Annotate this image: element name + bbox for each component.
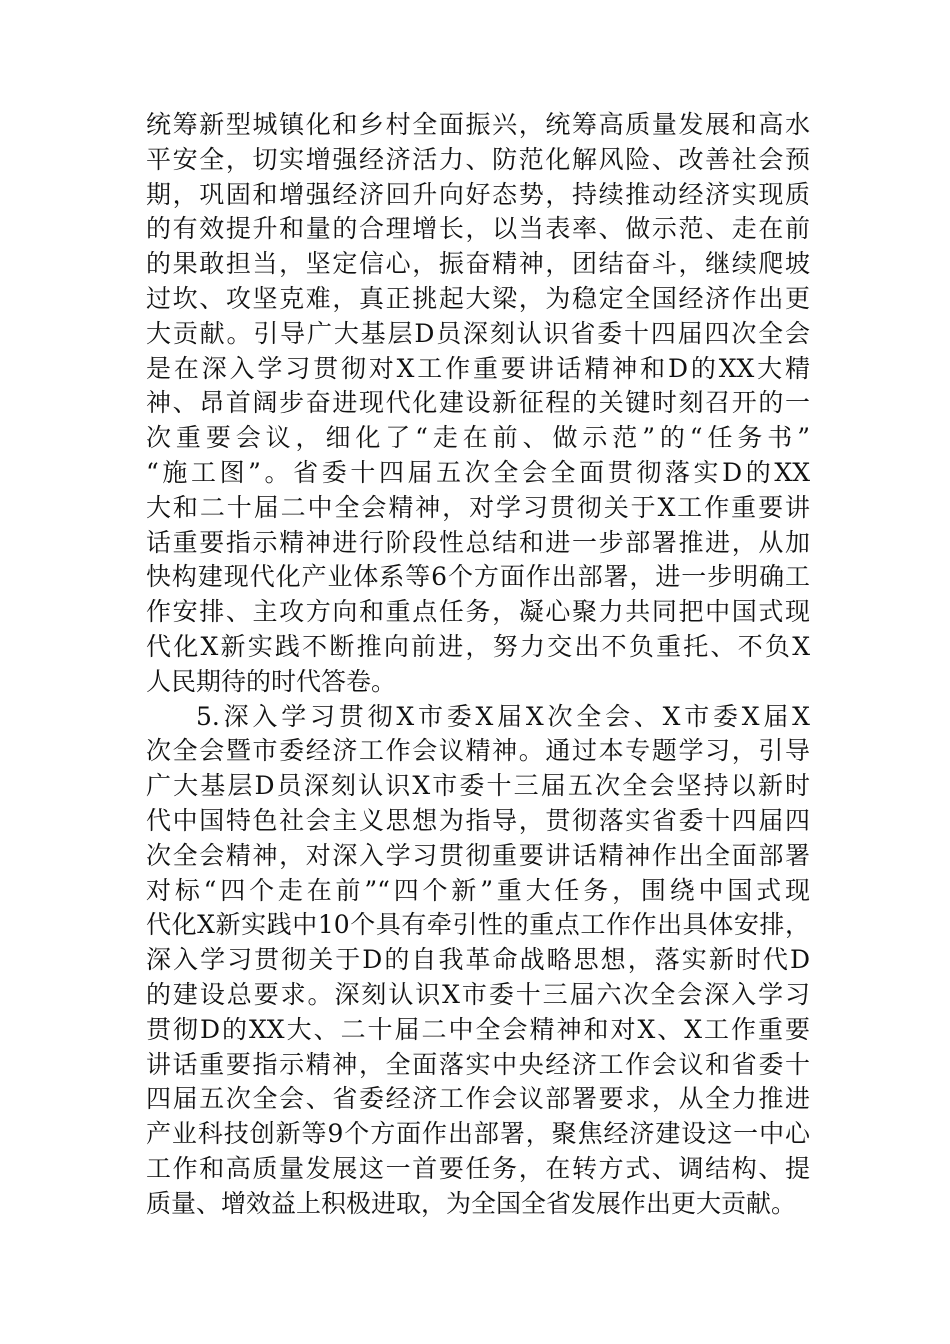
text-line: 神、昂首阔步奋进现代化建设新征程的关键时刻召开的一 <box>146 388 810 418</box>
text-line: 统筹新型城镇化和乡村全面振兴，统筹高质量发展和高水 <box>146 110 810 139</box>
text-line: 工作和高质量发展这一首要任务，在转方式、调结构、提 <box>146 1153 810 1183</box>
text-line: 的果敢担当，坚定信心，振奋精神，团结奋斗，继续爬坡 <box>146 249 810 279</box>
text-line: 四届五次全会、省委经济工作会议部署要求，从全力推进 <box>146 1084 810 1114</box>
paragraph-2 <box>146 700 810 1222</box>
text-line: 作安排、主攻方向和重点任务，凝心聚力共同把中国式现 <box>146 597 810 627</box>
body-text <box>146 108 810 1222</box>
text-line: 质量、增效益上积极进取，为全国全省发展作出更大贡献。 <box>146 1188 797 1218</box>
paragraph-1 <box>146 108 810 700</box>
text-line: 的建设总要求。深刻认识X市委十三届六次全会深入学习 <box>146 979 810 1009</box>
text-line: 过坎、攻坚克难，真正挑起大梁，为稳定全国经济作出更 <box>146 283 810 313</box>
text-line: 代中国特色社会主义思想为指导，贯彻落实省委十四届四 <box>146 805 810 835</box>
text-line: 话重要指示精神进行阶段性总结和进一步部署推进，从加 <box>146 527 810 557</box>
text-line: 次全会暨市委经济工作会议精神。通过本专题学习，引导 <box>146 736 810 766</box>
text-line: 对标“四个走在前”“四个新”重大任务，围绕中国式现 <box>146 875 810 905</box>
text-line: 的有效提升和量的合理增长，以当表率、做示范、走在前 <box>146 214 810 244</box>
text-line: 代化X新实践中10个具有牵引性的重点工作作出具体安排， <box>146 910 810 940</box>
text-line: 深入学习贯彻关于D的自我革命战略思想，落实新时代D <box>146 945 810 975</box>
text-line: 产业科技创新等9个方面作出部署，聚焦经济建设这一中心 <box>146 1119 810 1149</box>
text-line: 平安全，切实增强经济活力、防范化解风险、改善社会预 <box>146 144 810 174</box>
text-line: 贯彻D的XX大、二十届二中全会精神和对X、X工作重要 <box>146 1014 810 1044</box>
text-line: 次全会精神，对深入学习贯彻重要讲话精神作出全面部署 <box>146 840 810 870</box>
text-line: 5.深入学习贯彻X市委X届X次全会、X市委X届X <box>196 701 810 731</box>
text-line: “施工图”。省委十四届五次全会全面贯彻落实D的XX <box>146 457 810 487</box>
text-line: 广大基层D员深刻认识X市委十三届五次全会坚持以新时 <box>146 771 810 801</box>
text-line: 大和二十届二中全会精神，对学习贯彻关于X工作重要讲 <box>146 492 810 522</box>
text-line: 次重要会议，细化了“走在前、做示范”的“任务书” <box>146 423 810 453</box>
text-line: 代化X新实践不断推向前进，努力交出不负重托、不负X <box>146 631 810 661</box>
text-line: 快构建现代化产业体系等6个方面作出部署，进一步明确工 <box>146 562 810 592</box>
text-line: 期，巩固和增强经济回升向好态势，持续推动经济实现质 <box>146 179 810 209</box>
text-line: 讲话重要指示精神，全面落实中央经济工作会议和省委十 <box>146 1049 810 1079</box>
text-line: 人民期待的时代答卷。 <box>146 666 397 696</box>
text-line: 大贡献。引导广大基层D员深刻认识省委十四届四次全会 <box>146 318 810 348</box>
text-line: 是在深入学习贯彻对X工作重要讲话精神和D的XX大精 <box>146 353 810 383</box>
